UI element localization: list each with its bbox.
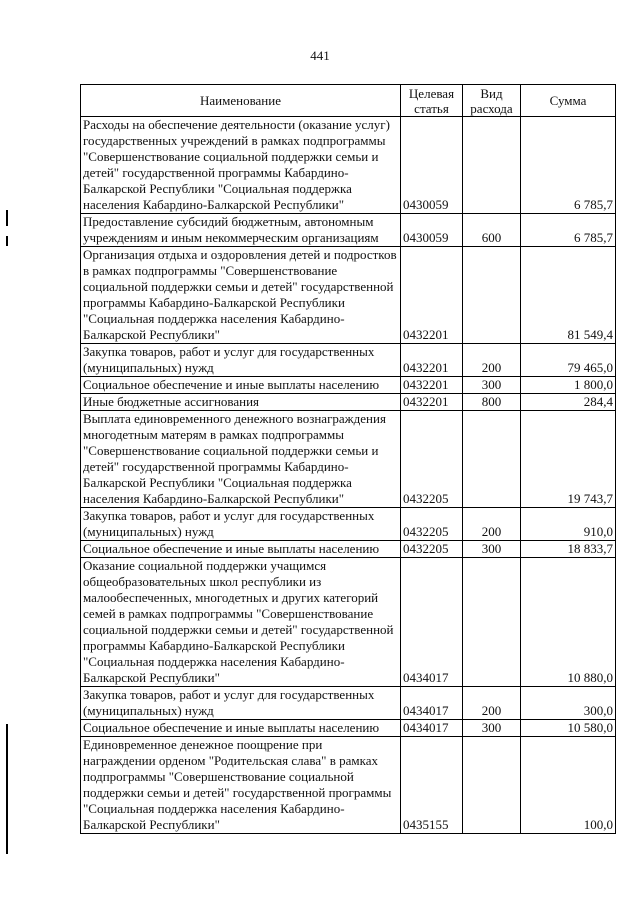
row-name: Социальное обеспечение и иные выплаты населению [81, 541, 401, 558]
row-code: 0432201 [401, 344, 463, 377]
row-sum: 19 743,7 [521, 411, 616, 508]
row-type [463, 247, 521, 344]
row-code: 0434017 [401, 687, 463, 720]
row-type [463, 117, 521, 214]
row-type: 300 [463, 720, 521, 737]
row-sum: 910,0 [521, 508, 616, 541]
table-row [81, 558, 616, 687]
header-type: Вид расхода [463, 85, 521, 117]
header-sum: Сумма [521, 85, 616, 117]
row-code: 0430059 [401, 117, 463, 214]
row-sum: 100,0 [521, 737, 616, 834]
row-name: Расходы на обеспечение деятельности (оказание услуг) государственных учреждений в рамках подпрограммы "Совершенствование социальной поддержки семьи и детей" государственной программы Кабардино-Балкарской Республики "Социальная поддержка населения Кабардино-Балкарской Республики" [81, 117, 401, 214]
table-row [81, 411, 616, 508]
table-row [81, 508, 616, 541]
table-row [81, 377, 616, 394]
table-row [81, 737, 616, 834]
row-sum: 6 785,7 [521, 214, 616, 247]
row-code: 0432201 [401, 247, 463, 344]
row-name: Предоставление субсидий бюджетным, автономным учреждениям и иным некоммерческим организациям [81, 214, 401, 247]
row-sum: 10 580,0 [521, 720, 616, 737]
row-type [463, 737, 521, 834]
table-row [81, 247, 616, 344]
row-sum: 284,4 [521, 394, 616, 411]
table-row [81, 214, 616, 247]
row-sum: 79 465,0 [521, 344, 616, 377]
table-row [81, 344, 616, 377]
row-type: 300 [463, 541, 521, 558]
row-type: 200 [463, 344, 521, 377]
row-type: 300 [463, 377, 521, 394]
header-name: Наименование [81, 85, 401, 117]
row-sum: 6 785,7 [521, 117, 616, 214]
margin-mark [6, 724, 8, 854]
table-row [81, 687, 616, 720]
row-code: 0432201 [401, 377, 463, 394]
row-code: 0432201 [401, 394, 463, 411]
budget-table [80, 84, 616, 834]
row-code: 0435155 [401, 737, 463, 834]
margin-mark [6, 210, 8, 226]
row-name: Иные бюджетные ассигнования [81, 394, 401, 411]
row-name: Закупка товаров, работ и услуг для государственных (муниципальных) нужд [81, 508, 401, 541]
row-type: 200 [463, 687, 521, 720]
row-name: Единовременное денежное поощрение при награждении орденом "Родительская слава" в рамках подпрограммы "Совершенствование социальной поддержки семьи и детей" государственной программы "Социальная поддержка населения Кабардино-Балкарской Республики" [81, 737, 401, 834]
row-sum: 1 800,0 [521, 377, 616, 394]
table-body [81, 117, 616, 834]
header-code: Целевая статья [401, 85, 463, 117]
row-name: Социальное обеспечение и иные выплаты населению [81, 720, 401, 737]
row-name: Закупка товаров, работ и услуг для государственных (муниципальных) нужд [81, 687, 401, 720]
table-row [81, 541, 616, 558]
row-sum: 81 549,4 [521, 247, 616, 344]
row-code: 0432205 [401, 541, 463, 558]
row-code: 0434017 [401, 720, 463, 737]
row-sum: 300,0 [521, 687, 616, 720]
row-sum: 18 833,7 [521, 541, 616, 558]
row-name: Выплата единовременного денежного вознаграждения многодетным матерям в рамках подпрограммы "Совершенствование социальной поддержки семьи и детей" государственной программы Кабардино-Балкарской Республики "Социальная поддержка населения Кабардино-Балкарской Республики" [81, 411, 401, 508]
row-type [463, 411, 521, 508]
row-name: Социальное обеспечение и иные выплаты населению [81, 377, 401, 394]
row-type: 200 [463, 508, 521, 541]
row-type: 600 [463, 214, 521, 247]
table-row [81, 394, 616, 411]
row-code: 0434017 [401, 558, 463, 687]
row-name: Оказание социальной поддержки учащимся общеобразовательных школ республики из малообеспеченных, многодетных и других категорий семей в рамках подпрограммы "Совершенствование социальной поддержки семьи и детей" государственной программы Кабардино-Балкарской Республики "Социальная поддержка населения Кабардино-Балкарской Республики" [81, 558, 401, 687]
row-name: Закупка товаров, работ и услуг для государственных (муниципальных) нужд [81, 344, 401, 377]
row-type [463, 558, 521, 687]
row-type: 800 [463, 394, 521, 411]
row-code: 0430059 [401, 214, 463, 247]
margin-mark [6, 236, 8, 246]
row-code: 0432205 [401, 508, 463, 541]
page-number: 441 [310, 48, 330, 63]
table-row [81, 720, 616, 737]
table-header-row [81, 85, 616, 117]
row-sum: 10 880,0 [521, 558, 616, 687]
table-row [81, 117, 616, 214]
row-code: 0432205 [401, 411, 463, 508]
row-name: Организация отдыха и оздоровления детей и подростков в рамках подпрограммы "Совершенствование социальной поддержки семьи и детей" государственной программы Кабардино-Балкарской Республики "Социальная поддержка населения Кабардино-Балкарской Республики" [81, 247, 401, 344]
